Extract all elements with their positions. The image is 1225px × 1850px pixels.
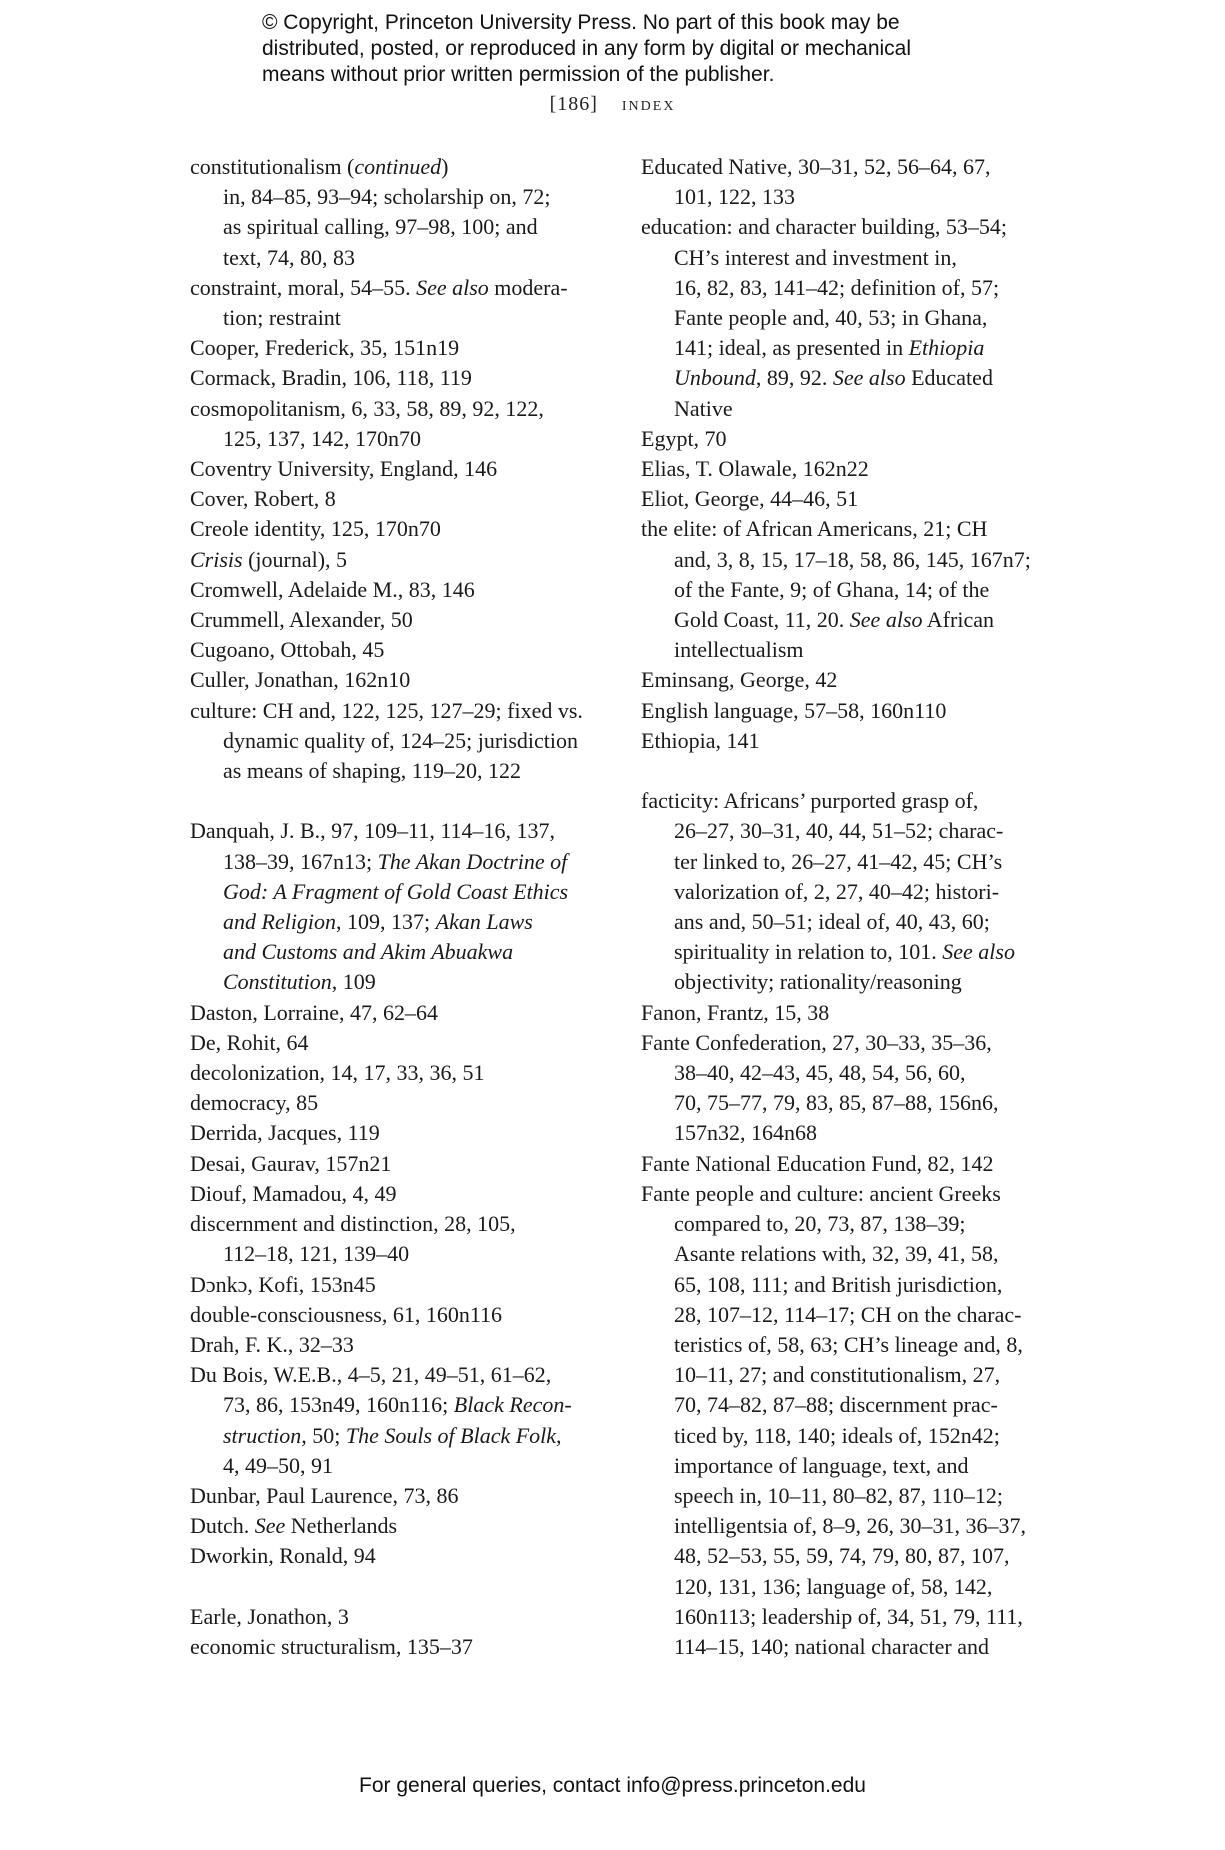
index-text: Dɔnkɔ, Kofi, 153n45 [190, 1271, 376, 1297]
index-text: 160n113; leadership of, 34, 51, 79, 111, [674, 1603, 1023, 1629]
index-entry-continuation [641, 1088, 1066, 1118]
index-entry [190, 1149, 610, 1179]
index-entry [190, 575, 610, 605]
index-text: Coventry University, England, 146 [190, 456, 498, 482]
index-text: tion; restraint [223, 305, 341, 331]
index-text: Diouf, Mamadou, 4, 49 [190, 1180, 397, 1206]
index-entry-continuation [190, 877, 610, 907]
index-entry [641, 454, 1066, 484]
index-entry [190, 394, 610, 424]
index-text: text, 74, 80, 83 [223, 244, 355, 270]
index-text: , 50; [301, 1422, 346, 1448]
index-entry [190, 1541, 610, 1571]
index-text: double-consciousness, 61, 160n116 [190, 1301, 503, 1327]
index-column-left [190, 152, 610, 1662]
index-entry-continuation [641, 545, 1066, 575]
index-italic-text: See also [832, 365, 906, 391]
index-text: facticity: Africans’ purported grasp of, [641, 788, 979, 814]
index-entry-continuation [190, 756, 610, 786]
index-text: Fante Confederation, 27, 30–33, 35–36, [641, 1029, 992, 1055]
index-entry [190, 816, 610, 846]
index-entry-continuation [641, 847, 1066, 877]
index-entry-continuation [190, 1239, 610, 1269]
index-entry-continuation [641, 907, 1066, 937]
index-letter-gap [190, 786, 610, 816]
index-text: intellectualism [674, 637, 804, 663]
index-entry-continuation [641, 1058, 1066, 1088]
index-entry-continuation [190, 303, 610, 333]
index-entry [190, 696, 610, 726]
index-entry [190, 1330, 610, 1360]
index-italic-text: The Akan Doctrine of [377, 848, 568, 874]
index-text: 114–15, 140; national character and [674, 1633, 990, 1659]
index-text: spirituality in relation to, 101. [674, 939, 943, 965]
index-text: Eliot, George, 44–46, 51 [641, 486, 859, 512]
index-entry [641, 665, 1066, 695]
index-entry-continuation [641, 1360, 1066, 1390]
index-entry [190, 998, 610, 1028]
index-entry [190, 152, 610, 182]
index-entry-continuation [641, 363, 1066, 393]
index-text: Native [674, 395, 733, 421]
index-entry-continuation [641, 605, 1066, 635]
index-entry-continuation [641, 1451, 1066, 1481]
index-entry [190, 1632, 610, 1662]
index-text: 28, 107–12, 114–17; CH on the charac- [674, 1301, 1022, 1327]
index-text: teristics of, 58, 63; CH’s lineage and, 8, [674, 1331, 1023, 1357]
index-entry [190, 1088, 610, 1118]
index-text: Dworkin, Ronald, 94 [190, 1543, 376, 1569]
index-entry [190, 1511, 610, 1541]
index-text: 125, 137, 142, 170n70 [223, 425, 421, 451]
index-text: ans and, 50–51; ideal of, 40, 43, 60; [674, 909, 990, 935]
index-entry [190, 1270, 610, 1300]
index-text: Cover, Robert, 8 [190, 486, 336, 512]
index-entry [641, 212, 1066, 242]
index-text: economic structuralism, 135–37 [190, 1633, 473, 1659]
index-entry-continuation [641, 1209, 1066, 1239]
index-text: importance of language, text, and [674, 1452, 969, 1478]
index-entry-continuation [641, 635, 1066, 665]
index-text: 120, 131, 136; language of, 58, 142, [674, 1573, 993, 1599]
index-entry [641, 998, 1066, 1028]
index-entry-continuation [641, 1541, 1066, 1571]
index-entry [190, 1300, 610, 1330]
index-text: Netherlands [285, 1513, 398, 1539]
index-text: Cooper, Frederick, 35, 151n19 [190, 335, 460, 361]
index-text: Crummell, Alexander, 50 [190, 607, 413, 633]
index-entry-continuation [641, 1330, 1066, 1360]
index-entry-continuation [641, 1602, 1066, 1632]
index-text: 26–27, 30–31, 40, 44, 51–52; charac- [674, 818, 1004, 844]
index-entry [190, 333, 610, 363]
index-entry-continuation [190, 212, 610, 242]
index-entry-continuation [190, 907, 610, 937]
index-italic-text: See also [849, 607, 923, 633]
index-text: decolonization, 14, 17, 33, 36, 51 [190, 1060, 485, 1086]
index-entry [190, 1209, 610, 1239]
index-entry [641, 424, 1066, 454]
index-italic-text: Ethiopia [908, 335, 985, 361]
index-text: discernment and distinction, 28, 105, [190, 1211, 516, 1237]
index-text: 112–18, 121, 139–40 [223, 1241, 410, 1267]
index-entry-continuation [641, 333, 1066, 363]
index-text: 70, 75–77, 79, 83, 85, 87–88, 156n6, [674, 1090, 999, 1116]
index-italic-text: See also [942, 939, 1015, 965]
index-text: 157n32, 164n68 [674, 1120, 817, 1146]
index-text: Ethiopia, 141 [641, 727, 760, 753]
index-text: in, 84–85, 93–94; scholarship on, 72; [223, 184, 551, 210]
index-text: modera- [488, 274, 568, 300]
index-text: Drah, F. K., 32–33 [190, 1331, 354, 1357]
index-entry-continuation [641, 1481, 1066, 1511]
index-italic-text: Akan Laws [435, 909, 533, 935]
index-entry [190, 273, 610, 303]
index-text: speech in, 10–11, 80–82, 87, 110–12; [674, 1482, 1003, 1508]
index-text: CH’s interest and investment in, [674, 244, 957, 270]
index-entry [190, 1360, 610, 1390]
index-text: De, Rohit, 64 [190, 1029, 309, 1055]
index-entry [641, 152, 1066, 182]
index-entry [641, 1179, 1066, 1209]
index-entry-continuation [641, 1239, 1066, 1269]
index-entry [190, 1118, 610, 1148]
index-text: 138–39, 167n13; [223, 848, 378, 874]
index-entry-continuation [641, 303, 1066, 333]
index-entry-continuation [190, 726, 610, 756]
index-text: constitutionalism ( [190, 154, 355, 179]
index-italic-text: Crisis [190, 546, 243, 572]
index-text: Creole identity, 125, 170n70 [190, 516, 441, 542]
index-text: Educated [905, 365, 993, 391]
index-text: objectivity; rationality/reasoning [674, 969, 962, 995]
index-text: , 89, 92. [755, 365, 833, 391]
index-entry-continuation [190, 243, 610, 273]
index-text: 4, 49–50, 91 [223, 1452, 333, 1478]
index-entry-continuation [641, 575, 1066, 605]
index-text: 70, 74–82, 87–88; discernment prac- [674, 1392, 998, 1418]
copyright-line-1: © Copyright, Princeton University Press. No part of this book may be [262, 11, 900, 34]
index-entry [190, 1481, 610, 1511]
index-text: Du Bois, W.E.B., 4–5, 21, 49–51, 61–62, [190, 1362, 552, 1388]
index-text: Fanon, Frantz, 15, 38 [641, 999, 830, 1025]
index-entry-continuation [641, 1300, 1066, 1330]
index-entry-continuation [641, 937, 1066, 967]
index-entry [190, 1028, 610, 1058]
index-entry-continuation [641, 877, 1066, 907]
index-text: ) [441, 154, 449, 179]
index-text: Asante relations with, 32, 39, 41, 58, [674, 1241, 999, 1267]
index-text: African [922, 607, 994, 633]
index-entry-continuation [641, 816, 1066, 846]
index-entry [190, 545, 610, 575]
index-text: as means of shaping, 119–20, 122 [223, 758, 521, 784]
index-entry [190, 1179, 610, 1209]
index-entry-continuation [190, 1390, 610, 1420]
copyright-line-3: means without prior written permission of the publisher. [262, 63, 775, 86]
index-italic-text: See also [416, 274, 489, 300]
index-text: , 109, 137; [336, 909, 436, 935]
index-text: Cormack, Bradin, 106, 118, 119 [190, 365, 472, 391]
index-text: Elias, T. Olawale, 162n22 [641, 456, 869, 482]
index-entry-continuation [641, 273, 1066, 303]
index-text: Danquah, J. B., 97, 109–11, 114–16, 137, [190, 818, 556, 844]
index-text: culture: CH and, 122, 125, 127–29; fixed vs. [190, 697, 583, 723]
index-letter-gap [190, 1572, 610, 1602]
copyright-line-2: distributed, posted, or reproduced in any form by digital or mechanical [262, 37, 912, 60]
index-entry-continuation [190, 1451, 610, 1481]
index-entry-continuation [641, 1572, 1066, 1602]
index-entry-continuation [190, 847, 610, 877]
index-entry [190, 635, 610, 665]
index-italic-text: struction [223, 1422, 302, 1448]
index-entry-continuation [641, 967, 1066, 997]
index-entry [641, 1149, 1066, 1179]
index-text: Fante people and, 40, 53; in Ghana, [674, 305, 988, 331]
index-text: 10–11, 27; and constitutionalism, 27, [674, 1362, 1001, 1388]
index-entry-continuation [190, 967, 610, 997]
index-text: Dunbar, Paul Laurence, 73, 86 [190, 1482, 459, 1508]
index-text: Dutch. [190, 1513, 255, 1539]
index-entry [641, 786, 1066, 816]
section-title: index [621, 93, 676, 115]
index-italic-text: continued [354, 154, 442, 179]
index-italic-text: Unbound [674, 365, 756, 391]
index-entry [190, 514, 610, 544]
index-text: Culler, Jonathan, 162n10 [190, 667, 411, 693]
index-text: , 109 [331, 969, 376, 995]
index-entry-continuation [641, 1270, 1066, 1300]
index-text: education: and character building, 53–54; [641, 214, 1007, 240]
index-letter-gap [641, 756, 1066, 786]
index-text: 48, 52–53, 55, 59, 74, 79, 80, 87, 107, [674, 1543, 1010, 1569]
running-head [0, 93, 1225, 116]
index-text: dynamic quality of, 124–25; jurisdiction [223, 727, 579, 753]
page-number: [186] [549, 93, 598, 115]
index-entry [190, 1058, 610, 1088]
index-entry-continuation [641, 1421, 1066, 1451]
index-text: ter linked to, 26–27, 41–42, 45; CH’s [674, 848, 1003, 874]
index-text: and, 3, 8, 15, 17–18, 58, 86, 145, 167n7; [674, 546, 1031, 572]
copyright-notice [262, 10, 1022, 88]
index-text: compared to, 20, 73, 87, 138–39; [674, 1211, 966, 1237]
index-text: Earle, Jonathon, 3 [190, 1603, 349, 1629]
index-italic-text: Black Recon- [453, 1392, 572, 1418]
index-text: 141; ideal, as presented in [674, 335, 909, 361]
index-text: 101, 122, 133 [674, 184, 795, 210]
index-entry-continuation [190, 1421, 610, 1451]
index-text: Desai, Gaurav, 157n21 [190, 1150, 392, 1176]
index-text: Gold Coast, 11, 20. [674, 607, 850, 633]
index-entry [641, 1028, 1066, 1058]
index-entry-continuation [641, 1118, 1066, 1148]
index-entry-continuation [641, 1632, 1066, 1662]
index-text: constraint, moral, 54–55. [190, 274, 417, 300]
index-text: (journal), 5 [242, 546, 348, 572]
index-text: , [556, 1422, 562, 1448]
index-text: 16, 82, 83, 141–42; definition of, 57; [674, 274, 1000, 300]
index-entry [190, 665, 610, 695]
index-text: Derrida, Jacques, 119 [190, 1120, 380, 1146]
index-entry-continuation [641, 394, 1066, 424]
index-entry [190, 484, 610, 514]
index-entry [641, 726, 1066, 756]
index-italic-text: and Customs and Akim Abuakwa [223, 939, 514, 965]
index-text: intelligentsia of, 8–9, 26, 30–31, 36–37, [674, 1513, 1026, 1539]
index-entry-continuation [190, 182, 610, 212]
index-text: valorization of, 2, 27, 40–42; histori- [674, 878, 1000, 904]
index-text: English language, 57–58, 160n110 [641, 697, 947, 723]
index-text: democracy, 85 [190, 1090, 319, 1116]
index-text: Eminsang, George, 42 [641, 667, 838, 693]
index-text: 65, 108, 111; and British jurisdiction, [674, 1271, 1003, 1297]
index-entry [641, 514, 1066, 544]
index-entry-continuation [641, 1390, 1066, 1420]
index-text: as spiritual calling, 97–98, 100; and [223, 214, 538, 240]
index-italic-text: and Religion [223, 909, 337, 935]
index-text: Cugoano, Ottobah, 45 [190, 637, 385, 663]
index-italic-text: See [254, 1513, 286, 1539]
index-text: cosmopolitanism, 6, 33, 58, 89, 92, 122, [190, 395, 544, 421]
footer-contact: For general queries, contact info@press.princeton.edu [359, 1774, 866, 1797]
index-entry-continuation [641, 1511, 1066, 1541]
index-text: Fante people and culture: ancient Greeks [641, 1180, 1001, 1206]
index-text: Egypt, 70 [641, 425, 727, 451]
index-column-right [641, 152, 1066, 1662]
index-entry-continuation [190, 937, 610, 967]
index-entry [190, 363, 610, 393]
index-entry-continuation [190, 424, 610, 454]
index-text: ticed by, 118, 140; ideals of, 152n42; [674, 1422, 1000, 1448]
index-text: the elite: of African Americans, 21; CH [641, 516, 988, 542]
index-text: Fante National Education Fund, 82, 142 [641, 1150, 994, 1176]
index-italic-text: Constitution [223, 969, 332, 995]
index-italic-text: God: A Fragment of Gold Coast Ethics [223, 878, 569, 904]
index-entry [190, 1602, 610, 1632]
index-text: 38–40, 42–43, 45, 48, 54, 56, 60, [674, 1060, 966, 1086]
index-italic-text: The Souls of Black Folk [345, 1422, 557, 1448]
index-text: 73, 86, 153n49, 160n116; [223, 1392, 454, 1418]
index-entry [190, 605, 610, 635]
index-text: of the Fante, 9; of Ghana, 14; of the [674, 576, 990, 602]
index-entry [641, 484, 1066, 514]
index-entry-continuation [641, 243, 1066, 273]
index-text: Daston, Lorraine, 47, 62–64 [190, 999, 439, 1025]
index-text: Educated Native, 30–31, 52, 56–64, 67, [641, 154, 991, 179]
index-text: Cromwell, Adelaide M., 83, 146 [190, 576, 475, 602]
index-entry [190, 454, 610, 484]
index-entry-continuation [641, 182, 1066, 212]
index-entry [641, 696, 1066, 726]
